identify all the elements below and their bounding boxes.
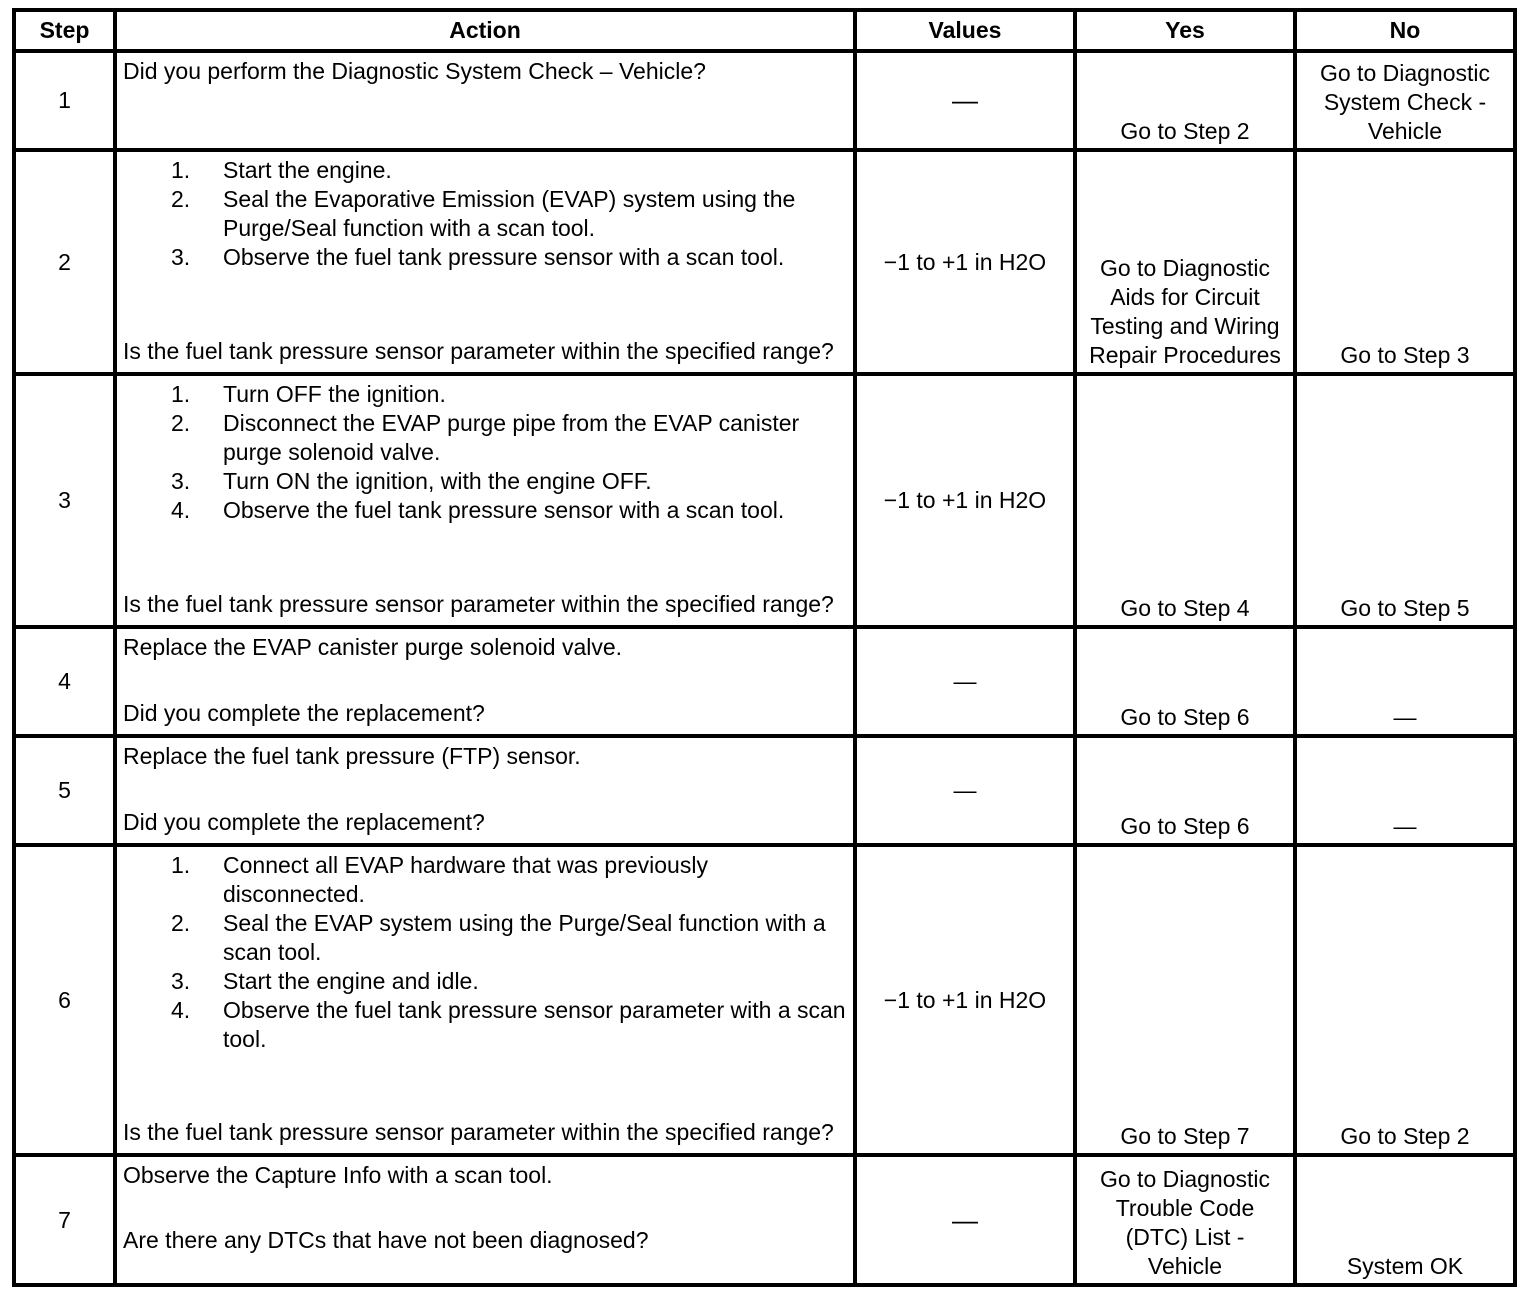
question-text: Did you complete the replacement? <box>123 809 485 835</box>
list-number: 1. <box>171 381 191 407</box>
list-number: 4. <box>171 497 191 523</box>
yes-result: Go to Step 2 <box>1120 118 1250 144</box>
action-text: Did you perform the Diagnostic System Check – Vehicle? <box>123 58 706 84</box>
list-number: 3. <box>171 468 191 494</box>
step-number: 1 <box>14 51 115 150</box>
no-result: — <box>1393 813 1417 839</box>
list-item <box>123 496 847 525</box>
action-cell <box>115 627 855 736</box>
action-list <box>123 380 847 525</box>
header-yes: Yes <box>1075 10 1295 51</box>
values-cell: — <box>855 51 1075 150</box>
yes-cell <box>1075 374 1295 627</box>
question-text: Is the fuel tank pressure sensor parameter within the specified range? <box>123 338 834 364</box>
no-cell <box>1295 845 1515 1155</box>
yes-cell <box>1075 845 1295 1155</box>
action-cell <box>115 1155 855 1285</box>
action-cell <box>115 374 855 627</box>
no-cell <box>1295 150 1515 374</box>
action-list <box>123 156 847 272</box>
yes-cell <box>1075 627 1295 736</box>
list-number: 4. <box>171 997 191 1023</box>
list-item-text: Connect all EVAP hardware that was previously disconnected. <box>223 852 708 907</box>
header-values: Values <box>855 10 1075 51</box>
no-cell <box>1295 374 1515 627</box>
values-cell: −1 to +1 in H2O <box>855 150 1075 374</box>
no-cell <box>1295 1155 1515 1285</box>
list-number: 2. <box>171 410 191 436</box>
list-item-text: Turn OFF the ignition. <box>223 381 446 407</box>
yes-result: Go to Step 6 <box>1120 704 1250 730</box>
list-item-text: Seal the EVAP system using the Purge/Seal function with a scan tool. <box>223 910 826 965</box>
list-item-text: Seal the Evaporative Emission (EVAP) system using the Purge/Seal function with a scan tool. <box>223 186 796 241</box>
yes-result: Go to Step 6 <box>1120 813 1250 839</box>
list-number: 2. <box>171 910 191 936</box>
action-cell <box>115 51 855 150</box>
header-step: Step <box>14 10 115 51</box>
values-cell: — <box>855 736 1075 845</box>
list-item <box>123 467 847 496</box>
no-result: Go to Step 3 <box>1340 342 1470 368</box>
table-row <box>14 1155 1515 1285</box>
list-item <box>123 380 847 409</box>
action-text: Replace the EVAP canister purge solenoid valve. <box>123 634 623 660</box>
action-text: Observe the Capture Info with a scan tool. <box>123 1162 553 1188</box>
question-text: Are there any DTCs that have not been diagnosed? <box>123 1227 649 1253</box>
values-cell: −1 to +1 in H2O <box>855 374 1075 627</box>
list-item-text: Disconnect the EVAP purge pipe from the EVAP canister purge solenoid valve. <box>223 410 800 465</box>
diagnostic-table <box>12 8 1517 1287</box>
no-result: Go to Step 2 <box>1340 1123 1470 1149</box>
table-row <box>14 374 1515 627</box>
question-text: Is the fuel tank pressure sensor parameter within the specified range? <box>123 591 834 617</box>
step-number: 4 <box>14 627 115 736</box>
list-number: 3. <box>171 244 191 270</box>
step-number: 3 <box>14 374 115 627</box>
values-cell: — <box>855 1155 1075 1285</box>
no-cell <box>1295 51 1515 150</box>
list-item-text: Observe the fuel tank pressure sensor with a scan tool. <box>223 244 785 270</box>
action-cell <box>115 845 855 1155</box>
header-no: No <box>1295 10 1515 51</box>
list-item <box>123 243 847 272</box>
yes-cell <box>1075 736 1295 845</box>
no-result: Go to Diagnostic System Check - Vehicle <box>1319 60 1491 144</box>
list-item <box>123 156 847 185</box>
values-cell: — <box>855 627 1075 736</box>
list-item <box>123 967 847 996</box>
list-item <box>123 409 847 467</box>
list-item <box>123 851 847 909</box>
list-item-text: Turn ON the ignition, with the engine OFF. <box>223 468 652 494</box>
list-item <box>123 996 847 1054</box>
no-result: Go to Step 5 <box>1340 595 1470 621</box>
action-list <box>123 851 847 1054</box>
header-row <box>14 10 1515 51</box>
table-row <box>14 627 1515 736</box>
no-cell <box>1295 627 1515 736</box>
yes-cell <box>1075 150 1295 374</box>
yes-cell <box>1075 51 1295 150</box>
list-item-text: Observe the fuel tank pressure sensor with a scan tool. <box>223 497 785 523</box>
no-cell <box>1295 736 1515 845</box>
table-row <box>14 736 1515 845</box>
list-item-text: Start the engine and idle. <box>223 968 479 994</box>
yes-result: Go to Diagnostic Aids for Circuit Testing and Wiring Repair Procedures <box>1089 255 1281 368</box>
table-row <box>14 150 1515 374</box>
values-cell: −1 to +1 in H2O <box>855 845 1075 1155</box>
table-row <box>14 845 1515 1155</box>
action-cell <box>115 150 855 374</box>
list-number: 2. <box>171 186 191 212</box>
list-number: 1. <box>171 157 191 183</box>
table-row <box>14 51 1515 150</box>
list-item <box>123 185 847 243</box>
header-action: Action <box>115 10 855 51</box>
question-text: Did you complete the replacement? <box>123 700 485 726</box>
yes-result: Go to Step 4 <box>1120 595 1250 621</box>
no-result: System OK <box>1346 1253 1464 1279</box>
list-item-text: Observe the fuel tank pressure sensor parameter with a scan tool. <box>223 997 846 1052</box>
no-result: — <box>1393 704 1417 730</box>
step-number: 2 <box>14 150 115 374</box>
list-item <box>123 909 847 967</box>
list-number: 1. <box>171 852 191 878</box>
action-text: Replace the fuel tank pressure (FTP) sensor. <box>123 743 581 769</box>
yes-result: Go to Step 7 <box>1120 1123 1250 1149</box>
list-item-text: Start the engine. <box>223 157 392 183</box>
yes-cell <box>1075 1155 1295 1285</box>
step-number: 5 <box>14 736 115 845</box>
action-cell <box>115 736 855 845</box>
list-number: 3. <box>171 968 191 994</box>
yes-result: Go to Diagnostic Trouble Code (DTC) List - Vehicle <box>1099 1166 1271 1279</box>
step-number: 6 <box>14 845 115 1155</box>
step-number: 7 <box>14 1155 115 1285</box>
question-text: Is the fuel tank pressure sensor parameter within the specified range? <box>123 1119 834 1145</box>
